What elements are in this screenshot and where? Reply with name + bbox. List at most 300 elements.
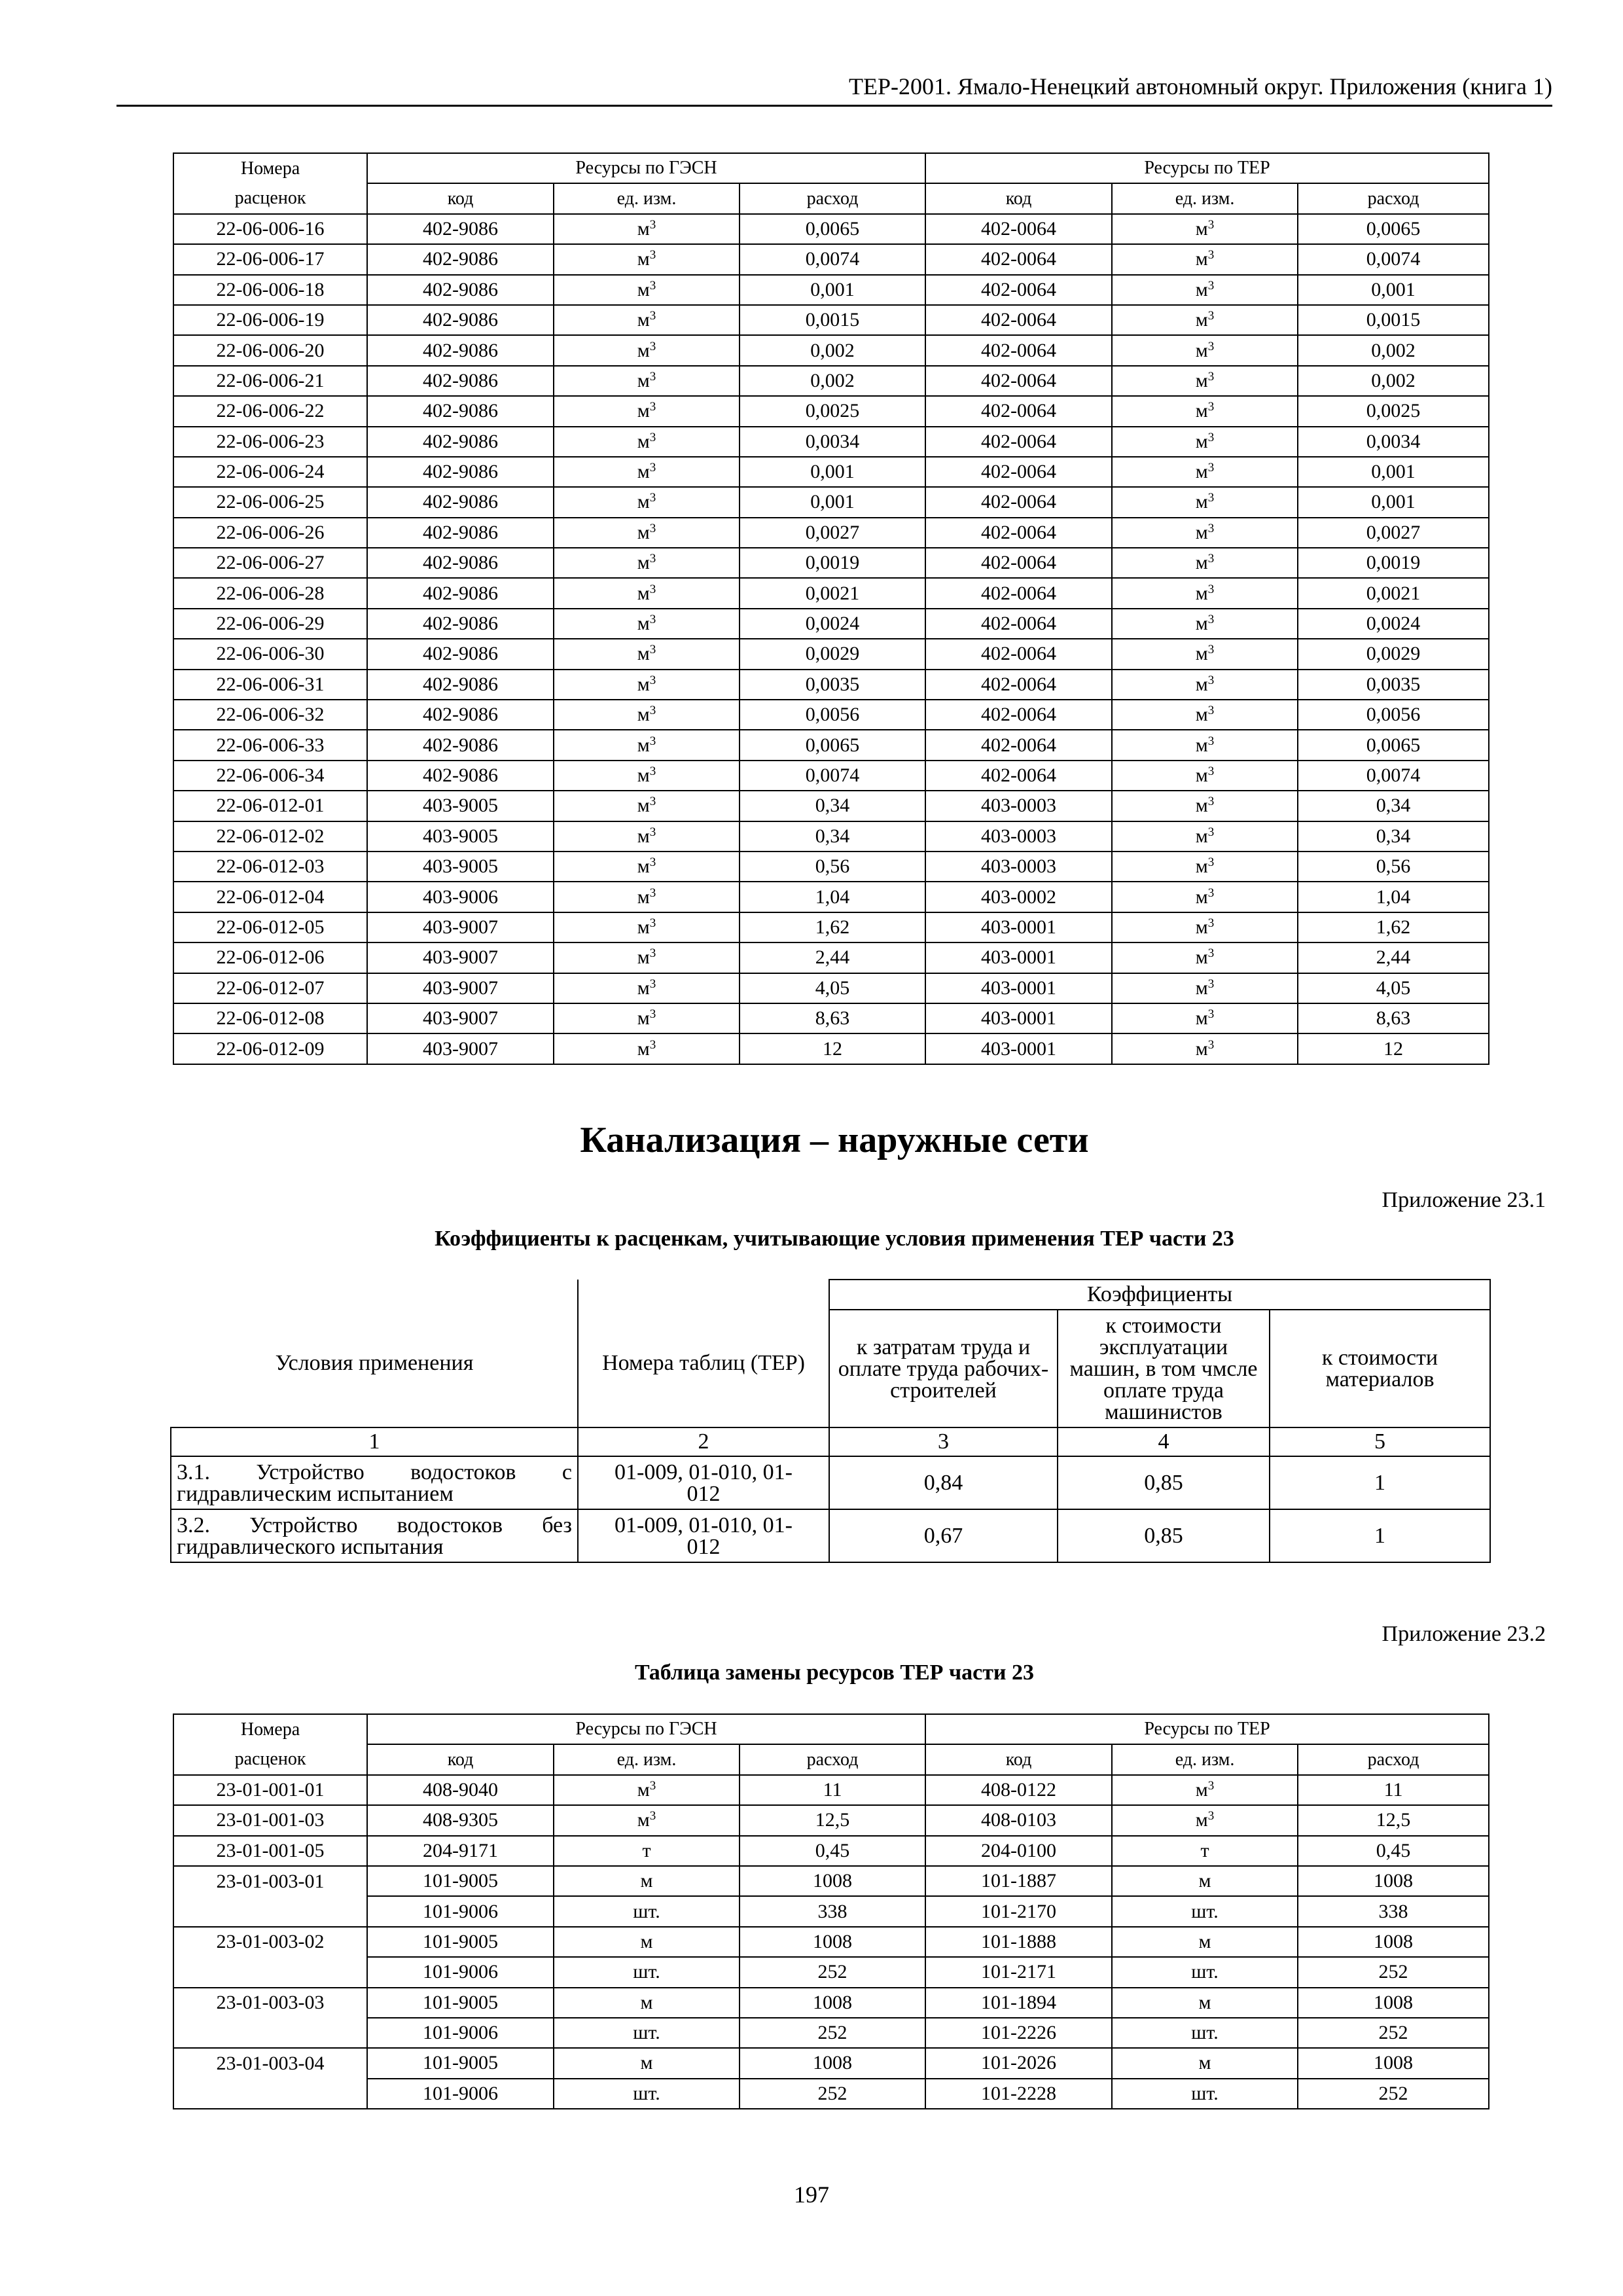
table-row xyxy=(173,1775,1489,1805)
header-ter: Ресурсы по ТЕР xyxy=(925,153,1489,183)
gesn-usage-cell: 0,0056 xyxy=(740,700,925,730)
header-coefficients: Коэффициенты xyxy=(829,1280,1490,1310)
table-row xyxy=(173,852,1489,882)
gesn-unit-cell: $м^3$ xyxy=(554,761,740,791)
rate-number-cell: 22-06-006-16 xyxy=(173,214,367,244)
gesn-code-cell: 402-9086 xyxy=(367,670,554,700)
table-row xyxy=(173,214,1489,244)
table-row xyxy=(173,2018,1489,2048)
table-row xyxy=(173,973,1489,1003)
ter-code-cell: 402-0064 xyxy=(925,366,1112,396)
gesn-unit-cell: т xyxy=(554,1836,740,1866)
gesn-unit-cell: $м^3$ xyxy=(554,1003,740,1033)
header-gesn-usage: расход xyxy=(740,183,925,213)
ter-code-cell: 403-0001 xyxy=(925,1003,1112,1033)
ter-code-cell: 402-0064 xyxy=(925,244,1112,274)
gesn-unit-cell: $м^3$ xyxy=(554,396,740,426)
labor-coef-3-2: 0,67 xyxy=(829,1509,1058,1562)
gesn-usage-cell: 11 xyxy=(740,1775,925,1805)
ter-usage-cell: 0,0021 xyxy=(1298,578,1489,608)
ter-code-cell: 101-1887 xyxy=(925,1866,1112,1896)
ter-code-cell: 101-1894 xyxy=(925,1988,1112,2018)
gesn-usage-cell: 338 xyxy=(740,1896,925,1926)
ter-usage-cell: 1008 xyxy=(1298,2048,1489,2078)
ter-usage-cell: 4,05 xyxy=(1298,973,1489,1003)
rate-number-cell: 23-01-003-04 xyxy=(173,2048,367,2078)
gesn-usage-cell: 1,62 xyxy=(740,912,925,942)
gesn-usage-cell: 0,56 xyxy=(740,852,925,882)
gesn-unit-cell: $м^3$ xyxy=(554,1805,740,1835)
ter-code-cell: 402-0064 xyxy=(925,275,1112,305)
gesn-usage-cell: 8,63 xyxy=(740,1003,925,1033)
ter-usage-cell: 252 xyxy=(1298,2079,1489,2109)
gesn-unit-cell: м xyxy=(554,1866,740,1896)
ter-usage-cell: 0,001 xyxy=(1298,487,1489,517)
ter-unit-cell: $м^3$ xyxy=(1112,518,1298,548)
rate-number-cell: 23-01-001-05 xyxy=(173,1836,367,1866)
table-row xyxy=(173,2048,1489,2078)
header-labor-coef: к затратам труда и оплате труда рабочих-строителей xyxy=(829,1310,1058,1427)
ter-code-cell: 403-0001 xyxy=(925,912,1112,942)
gesn-unit-cell: $м^3$ xyxy=(554,670,740,700)
table-row xyxy=(173,1957,1489,1987)
ter-usage-cell: 0,34 xyxy=(1298,821,1489,852)
gesn-usage-cell: 0,0015 xyxy=(740,305,925,335)
ter-usage-cell: 0,002 xyxy=(1298,335,1489,365)
ter-usage-cell: 0,0074 xyxy=(1298,761,1489,791)
gesn-unit-cell: $м^3$ xyxy=(554,214,740,244)
header-gesn-code: код xyxy=(367,183,554,213)
page-number: 197 xyxy=(794,2181,829,2208)
ter-usage-cell: 0,0024 xyxy=(1298,609,1489,639)
gesn-unit-cell: $м^3$ xyxy=(554,335,740,365)
ter-code-cell: 402-0064 xyxy=(925,487,1112,517)
rate-number-cell: 22-06-006-20 xyxy=(173,335,367,365)
col-number-1: 1 xyxy=(171,1427,578,1456)
header-ter-code: код xyxy=(925,183,1112,213)
machines-coef-3-2: 0,85 xyxy=(1058,1509,1270,1562)
rate-number-cell xyxy=(173,1957,367,1987)
ter-unit-cell: $м^3$ xyxy=(1112,1775,1298,1805)
gesn-code-cell: 403-9007 xyxy=(367,1003,554,1033)
gesn-unit-cell: $м^3$ xyxy=(554,639,740,669)
table-row xyxy=(173,1003,1489,1033)
header-gesn-unit: ед. изм. xyxy=(554,183,740,213)
ter-code-cell: 101-2171 xyxy=(925,1957,1112,1987)
ter-usage-cell: 2,44 xyxy=(1298,942,1489,973)
rate-number-cell xyxy=(173,2018,367,2048)
gesn-unit-cell: $м^3$ xyxy=(554,700,740,730)
rate-number-cell: 22-06-012-02 xyxy=(173,821,367,852)
ter-unit-cell: шт. xyxy=(1112,2018,1298,2048)
gesn-unit-cell: $м^3$ xyxy=(554,973,740,1003)
ter-usage-cell: 12 xyxy=(1298,1033,1489,1064)
ter-unit-cell: м xyxy=(1112,2048,1298,2078)
appendix-label-23-2: Приложение 23.2 xyxy=(1382,1622,1546,1646)
ter-code-cell: 101-2226 xyxy=(925,2018,1112,2048)
gesn-usage-cell: 0,001 xyxy=(740,275,925,305)
header-number-l1: Номера xyxy=(173,153,367,183)
ter-unit-cell: $м^3$ xyxy=(1112,852,1298,882)
rate-number-cell: 22-06-006-31 xyxy=(173,670,367,700)
col-number-2: 2 xyxy=(578,1427,829,1456)
ter-usage-cell: 0,0065 xyxy=(1298,214,1489,244)
gesn-unit-cell: шт. xyxy=(554,2018,740,2048)
ter-code-cell: 403-0003 xyxy=(925,821,1112,852)
ter-unit-cell: $м^3$ xyxy=(1112,791,1298,821)
rate-number-cell: 22-06-006-17 xyxy=(173,244,367,274)
ter-usage-cell: 0,0074 xyxy=(1298,244,1489,274)
table-row xyxy=(173,1805,1489,1835)
gesn-code-cell: 402-9086 xyxy=(367,518,554,548)
gesn-code-cell: 403-9007 xyxy=(367,912,554,942)
gesn-code-cell: 403-9005 xyxy=(367,821,554,852)
ter-code-cell: 402-0064 xyxy=(925,700,1112,730)
ter-usage-cell: 0,0027 xyxy=(1298,518,1489,548)
ter-code-cell: 101-1888 xyxy=(925,1927,1112,1957)
rate-number-cell: 22-06-006-18 xyxy=(173,275,367,305)
table-row xyxy=(173,761,1489,791)
gesn-unit-cell: $м^3$ xyxy=(554,366,740,396)
table-row xyxy=(173,942,1489,973)
gesn-code-cell: 402-9086 xyxy=(367,305,554,335)
gesn-unit-cell: шт. xyxy=(554,1957,740,1987)
header-gesn: Ресурсы по ГЭСН xyxy=(367,153,925,183)
gesn-code-cell: 402-9086 xyxy=(367,457,554,487)
table-row xyxy=(173,730,1489,760)
rate-number-cell: 22-06-012-09 xyxy=(173,1033,367,1064)
col-number-4: 4 xyxy=(1058,1427,1270,1456)
ter-code-cell: 402-0064 xyxy=(925,609,1112,639)
ter-code-cell: 403-0001 xyxy=(925,1033,1112,1064)
ter-usage-cell: 0,002 xyxy=(1298,366,1489,396)
ter-code-cell: 402-0064 xyxy=(925,670,1112,700)
gesn-usage-cell: 0,0065 xyxy=(740,730,925,760)
gesn-unit-cell: $м^3$ xyxy=(554,730,740,760)
header-gesn-unit: ед. изм. xyxy=(554,1744,740,1774)
gesn-usage-cell: 1008 xyxy=(740,1988,925,2018)
ter-usage-cell: 11 xyxy=(1298,1775,1489,1805)
header-materials-coef: к стоимости материалов xyxy=(1270,1310,1490,1427)
table-row xyxy=(173,2079,1489,2109)
rate-number-cell: 22-06-006-30 xyxy=(173,639,367,669)
gesn-code-cell: 101-9005 xyxy=(367,1927,554,1957)
gesn-usage-cell: 1008 xyxy=(740,1866,925,1896)
rate-number-cell: 22-06-012-03 xyxy=(173,852,367,882)
table-row xyxy=(173,1866,1489,1896)
gesn-code-cell: 402-9086 xyxy=(367,700,554,730)
rate-number-cell: 22-06-006-19 xyxy=(173,305,367,335)
materials-coef-3-1: 1 xyxy=(1270,1456,1490,1509)
gesn-unit-cell: шт. xyxy=(554,1896,740,1926)
gesn-usage-cell: 252 xyxy=(740,2079,925,2109)
rate-number-cell xyxy=(173,2079,367,2109)
gesn-unit-cell: $м^3$ xyxy=(554,1775,740,1805)
ter-usage-cell: 12,5 xyxy=(1298,1805,1489,1835)
ter-code-cell: 402-0064 xyxy=(925,305,1112,335)
header-ter-code: код xyxy=(925,1744,1112,1774)
ter-unit-cell: $м^3$ xyxy=(1112,609,1298,639)
ter-unit-cell: шт. xyxy=(1112,1896,1298,1926)
ter-unit-cell: $м^3$ xyxy=(1112,244,1298,274)
gesn-code-cell: 403-9006 xyxy=(367,882,554,912)
ter-code-cell: 408-0103 xyxy=(925,1805,1112,1835)
ter-unit-cell: $м^3$ xyxy=(1112,396,1298,426)
machines-coef-3-1: 0,85 xyxy=(1058,1456,1270,1509)
gesn-code-cell: 101-9005 xyxy=(367,1866,554,1896)
rate-number-cell: 22-06-006-22 xyxy=(173,396,367,426)
ter-usage-cell: 0,45 xyxy=(1298,1836,1489,1866)
header-ter-usage: расход xyxy=(1298,1744,1489,1774)
gesn-code-cell: 101-9006 xyxy=(367,2018,554,2048)
ter-code-cell: 204-0100 xyxy=(925,1836,1112,1866)
gesn-unit-cell: м xyxy=(554,2048,740,2078)
rate-number-cell: 23-01-003-02 xyxy=(173,1927,367,1957)
gesn-unit-cell: $м^3$ xyxy=(554,791,740,821)
ter-code-cell: 402-0064 xyxy=(925,578,1112,608)
resource-table-23 xyxy=(173,1713,1489,2109)
col-number-3: 3 xyxy=(829,1427,1058,1456)
gesn-usage-cell: 0,0034 xyxy=(740,427,925,457)
rate-number-cell: 22-06-006-29 xyxy=(173,609,367,639)
gesn-code-cell: 402-9086 xyxy=(367,366,554,396)
rate-number-cell: 23-01-003-01 xyxy=(173,1866,367,1896)
header-ter-unit: ед. изм. xyxy=(1112,183,1298,213)
gesn-code-cell: 402-9086 xyxy=(367,244,554,274)
ter-unit-cell: $м^3$ xyxy=(1112,1805,1298,1835)
gesn-code-cell: 402-9086 xyxy=(367,214,554,244)
rate-number-cell: 22-06-006-23 xyxy=(173,427,367,457)
gesn-code-cell: 101-9006 xyxy=(367,1896,554,1926)
rate-number-cell: 23-01-003-03 xyxy=(173,1988,367,2018)
rate-number-cell: 23-01-001-01 xyxy=(173,1775,367,1805)
gesn-usage-cell: 1008 xyxy=(740,2048,925,2078)
ter-code-cell: 402-0064 xyxy=(925,457,1112,487)
ter-usage-cell: 0,0025 xyxy=(1298,396,1489,426)
ter-unit-cell: м xyxy=(1112,1988,1298,2018)
gesn-usage-cell: 1,04 xyxy=(740,882,925,912)
ter-usage-cell: 0,0019 xyxy=(1298,548,1489,578)
table-row xyxy=(173,1988,1489,2018)
table-row xyxy=(173,1033,1489,1064)
ter-unit-cell: $м^3$ xyxy=(1112,305,1298,335)
gesn-usage-cell: 0,34 xyxy=(740,821,925,852)
gesn-usage-cell: 0,0074 xyxy=(740,761,925,791)
table-row xyxy=(173,1896,1489,1926)
rate-number-cell: 22-06-012-05 xyxy=(173,912,367,942)
labor-coef-3-1: 0,84 xyxy=(829,1456,1058,1509)
table-row xyxy=(173,275,1489,305)
gesn-code-cell: 402-9086 xyxy=(367,578,554,608)
running-header: ТЕР-2001. Ямало-Ненецкий автономный округ. Приложения (книга 1) xyxy=(116,72,1552,107)
header-gesn: Ресурсы по ГЭСН xyxy=(367,1714,925,1744)
gesn-unit-cell: м xyxy=(554,1988,740,2018)
rate-number-cell: 23-01-001-03 xyxy=(173,1805,367,1835)
ter-unit-cell: т xyxy=(1112,1836,1298,1866)
gesn-unit-cell: $м^3$ xyxy=(554,427,740,457)
rate-number-cell: 22-06-006-33 xyxy=(173,730,367,760)
ter-code-cell: 403-0002 xyxy=(925,882,1112,912)
ter-unit-cell: $м^3$ xyxy=(1112,366,1298,396)
table-row xyxy=(173,487,1489,517)
gesn-code-cell: 402-9086 xyxy=(367,396,554,426)
ter-unit-cell: $м^3$ xyxy=(1112,882,1298,912)
ter-unit-cell: $м^3$ xyxy=(1112,912,1298,942)
header-ter: Ресурсы по ТЕР xyxy=(925,1714,1489,1744)
header-gesn-code: код xyxy=(367,1744,554,1774)
table-row xyxy=(173,791,1489,821)
table-row xyxy=(173,912,1489,942)
table-row xyxy=(173,821,1489,852)
gesn-usage-cell: 0,0074 xyxy=(740,244,925,274)
table-row xyxy=(173,882,1489,912)
header-ter-usage: расход xyxy=(1298,183,1489,213)
header-ter-unit: ед. изм. xyxy=(1112,1744,1298,1774)
ter-code-cell: 402-0064 xyxy=(925,730,1112,760)
replacement-table-title: Таблица замены ресурсов ТЕР части 23 xyxy=(634,1660,1035,1685)
gesn-usage-cell: 252 xyxy=(740,2018,925,2048)
ter-unit-cell: $м^3$ xyxy=(1112,821,1298,852)
gesn-code-cell: 402-9086 xyxy=(367,487,554,517)
gesn-code-cell: 402-9086 xyxy=(367,275,554,305)
table-row xyxy=(173,244,1489,274)
ter-code-cell: 101-2228 xyxy=(925,2079,1112,2109)
condition-3-2: 3.2. Устройство водостоков без гидравлического испытания xyxy=(171,1509,578,1562)
ter-usage-cell: 0,001 xyxy=(1298,275,1489,305)
gesn-unit-cell: $м^3$ xyxy=(554,912,740,942)
ter-usage-cell: 338 xyxy=(1298,1896,1489,1926)
gesn-code-cell: 101-9006 xyxy=(367,2079,554,2109)
table-row xyxy=(173,609,1489,639)
gesn-usage-cell: 252 xyxy=(740,1957,925,1987)
ter-usage-cell: 252 xyxy=(1298,1957,1489,1987)
gesn-usage-cell: 12 xyxy=(740,1033,925,1064)
gesn-unit-cell: $м^3$ xyxy=(554,882,740,912)
header-number-l2: расценок xyxy=(173,183,367,213)
ter-usage-cell: 1,04 xyxy=(1298,882,1489,912)
col-number-5: 5 xyxy=(1270,1427,1490,1456)
ter-usage-cell: 0,0056 xyxy=(1298,700,1489,730)
ter-code-cell: 402-0064 xyxy=(925,335,1112,365)
gesn-usage-cell: 12,5 xyxy=(740,1805,925,1835)
gesn-unit-cell: $м^3$ xyxy=(554,305,740,335)
ter-usage-cell: 0,0065 xyxy=(1298,730,1489,760)
ter-unit-cell: $м^3$ xyxy=(1112,973,1298,1003)
table-row xyxy=(173,700,1489,730)
ter-usage-cell: 1008 xyxy=(1298,1927,1489,1957)
tables-3-1: 01-009, 01-010, 01-012 xyxy=(578,1456,829,1509)
gesn-unit-cell: $м^3$ xyxy=(554,1033,740,1064)
ter-unit-cell: $м^3$ xyxy=(1112,335,1298,365)
resource-table-22 xyxy=(173,152,1489,1065)
gesn-usage-cell: 0,002 xyxy=(740,335,925,365)
gesn-usage-cell: 1008 xyxy=(740,1927,925,1957)
gesn-code-cell: 402-9086 xyxy=(367,761,554,791)
rate-number-cell: 22-06-012-06 xyxy=(173,942,367,973)
ter-usage-cell: 1,62 xyxy=(1298,912,1489,942)
gesn-code-cell: 408-9040 xyxy=(367,1775,554,1805)
header-table-numbers: Номера таблиц (ТЕР) xyxy=(602,1351,805,1375)
rate-number-cell: 22-06-006-21 xyxy=(173,366,367,396)
ter-unit-cell: $м^3$ xyxy=(1112,214,1298,244)
gesn-usage-cell: 0,0027 xyxy=(740,518,925,548)
gesn-usage-cell: 0,34 xyxy=(740,791,925,821)
gesn-code-cell: 403-9007 xyxy=(367,973,554,1003)
gesn-code-cell: 402-9086 xyxy=(367,609,554,639)
table-row xyxy=(173,1836,1489,1866)
gesn-unit-cell: $м^3$ xyxy=(554,457,740,487)
ter-unit-cell: $м^3$ xyxy=(1112,578,1298,608)
ter-code-cell: 403-0001 xyxy=(925,942,1112,973)
gesn-code-cell: 101-9006 xyxy=(367,1957,554,1987)
appendix-label-23-1: Приложение 23.1 xyxy=(1382,1188,1546,1212)
ter-unit-cell: $м^3$ xyxy=(1112,457,1298,487)
header-gesn-usage: расход xyxy=(740,1744,925,1774)
ter-usage-cell: 1008 xyxy=(1298,1866,1489,1896)
table-row xyxy=(173,396,1489,426)
gesn-code-cell: 403-9007 xyxy=(367,942,554,973)
header-number-l2: расценок xyxy=(173,1744,367,1774)
ter-unit-cell: $м^3$ xyxy=(1112,548,1298,578)
ter-usage-cell: 0,0029 xyxy=(1298,639,1489,669)
gesn-code-cell: 402-9086 xyxy=(367,639,554,669)
gesn-unit-cell: $м^3$ xyxy=(554,852,740,882)
gesn-code-cell: 204-9171 xyxy=(367,1836,554,1866)
ter-unit-cell: $м^3$ xyxy=(1112,1033,1298,1064)
gesn-code-cell: 402-9086 xyxy=(367,335,554,365)
tables-3-2: 01-009, 01-010, 01-012 xyxy=(578,1509,829,1562)
gesn-code-cell: 101-9005 xyxy=(367,2048,554,2078)
gesn-usage-cell: 0,0021 xyxy=(740,578,925,608)
gesn-usage-cell: 0,0029 xyxy=(740,639,925,669)
table-row xyxy=(173,305,1489,335)
ter-unit-cell: шт. xyxy=(1112,1957,1298,1987)
ter-unit-cell: $м^3$ xyxy=(1112,730,1298,760)
table-row xyxy=(173,548,1489,578)
gesn-usage-cell: 0,0024 xyxy=(740,609,925,639)
gesn-code-cell: 402-9086 xyxy=(367,548,554,578)
ter-code-cell: 408-0122 xyxy=(925,1775,1112,1805)
ter-unit-cell: м xyxy=(1112,1866,1298,1896)
gesn-unit-cell: $м^3$ xyxy=(554,244,740,274)
coefficients-title: Коэффициенты к расценкам, учитывающие условия применения ТЕР части 23 xyxy=(435,1227,1234,1251)
gesn-unit-cell: шт. xyxy=(554,2079,740,2109)
condition-3-1: 3.1. Устройство водостоков с гидравлическим испытанием xyxy=(171,1456,578,1509)
ter-unit-cell: $м^3$ xyxy=(1112,487,1298,517)
rate-number-cell: 22-06-012-01 xyxy=(173,791,367,821)
gesn-code-cell: 403-9005 xyxy=(367,791,554,821)
table-row xyxy=(173,670,1489,700)
table-row xyxy=(173,457,1489,487)
gesn-unit-cell: $м^3$ xyxy=(554,548,740,578)
gesn-unit-cell: $м^3$ xyxy=(554,518,740,548)
table-row xyxy=(173,518,1489,548)
ter-unit-cell: $м^3$ xyxy=(1112,639,1298,669)
gesn-code-cell: 403-9005 xyxy=(367,852,554,882)
ter-unit-cell: $м^3$ xyxy=(1112,670,1298,700)
ter-code-cell: 402-0064 xyxy=(925,396,1112,426)
table-row xyxy=(173,335,1489,365)
ter-code-cell: 402-0064 xyxy=(925,548,1112,578)
ter-unit-cell: $м^3$ xyxy=(1112,427,1298,457)
ter-code-cell: 402-0064 xyxy=(925,639,1112,669)
gesn-code-cell: 402-9086 xyxy=(367,427,554,457)
gesn-usage-cell: 4,05 xyxy=(740,973,925,1003)
header-number-l1: Номера xyxy=(173,1714,367,1744)
table-row xyxy=(173,427,1489,457)
ter-usage-cell: 0,34 xyxy=(1298,791,1489,821)
ter-usage-cell: 0,0015 xyxy=(1298,305,1489,335)
